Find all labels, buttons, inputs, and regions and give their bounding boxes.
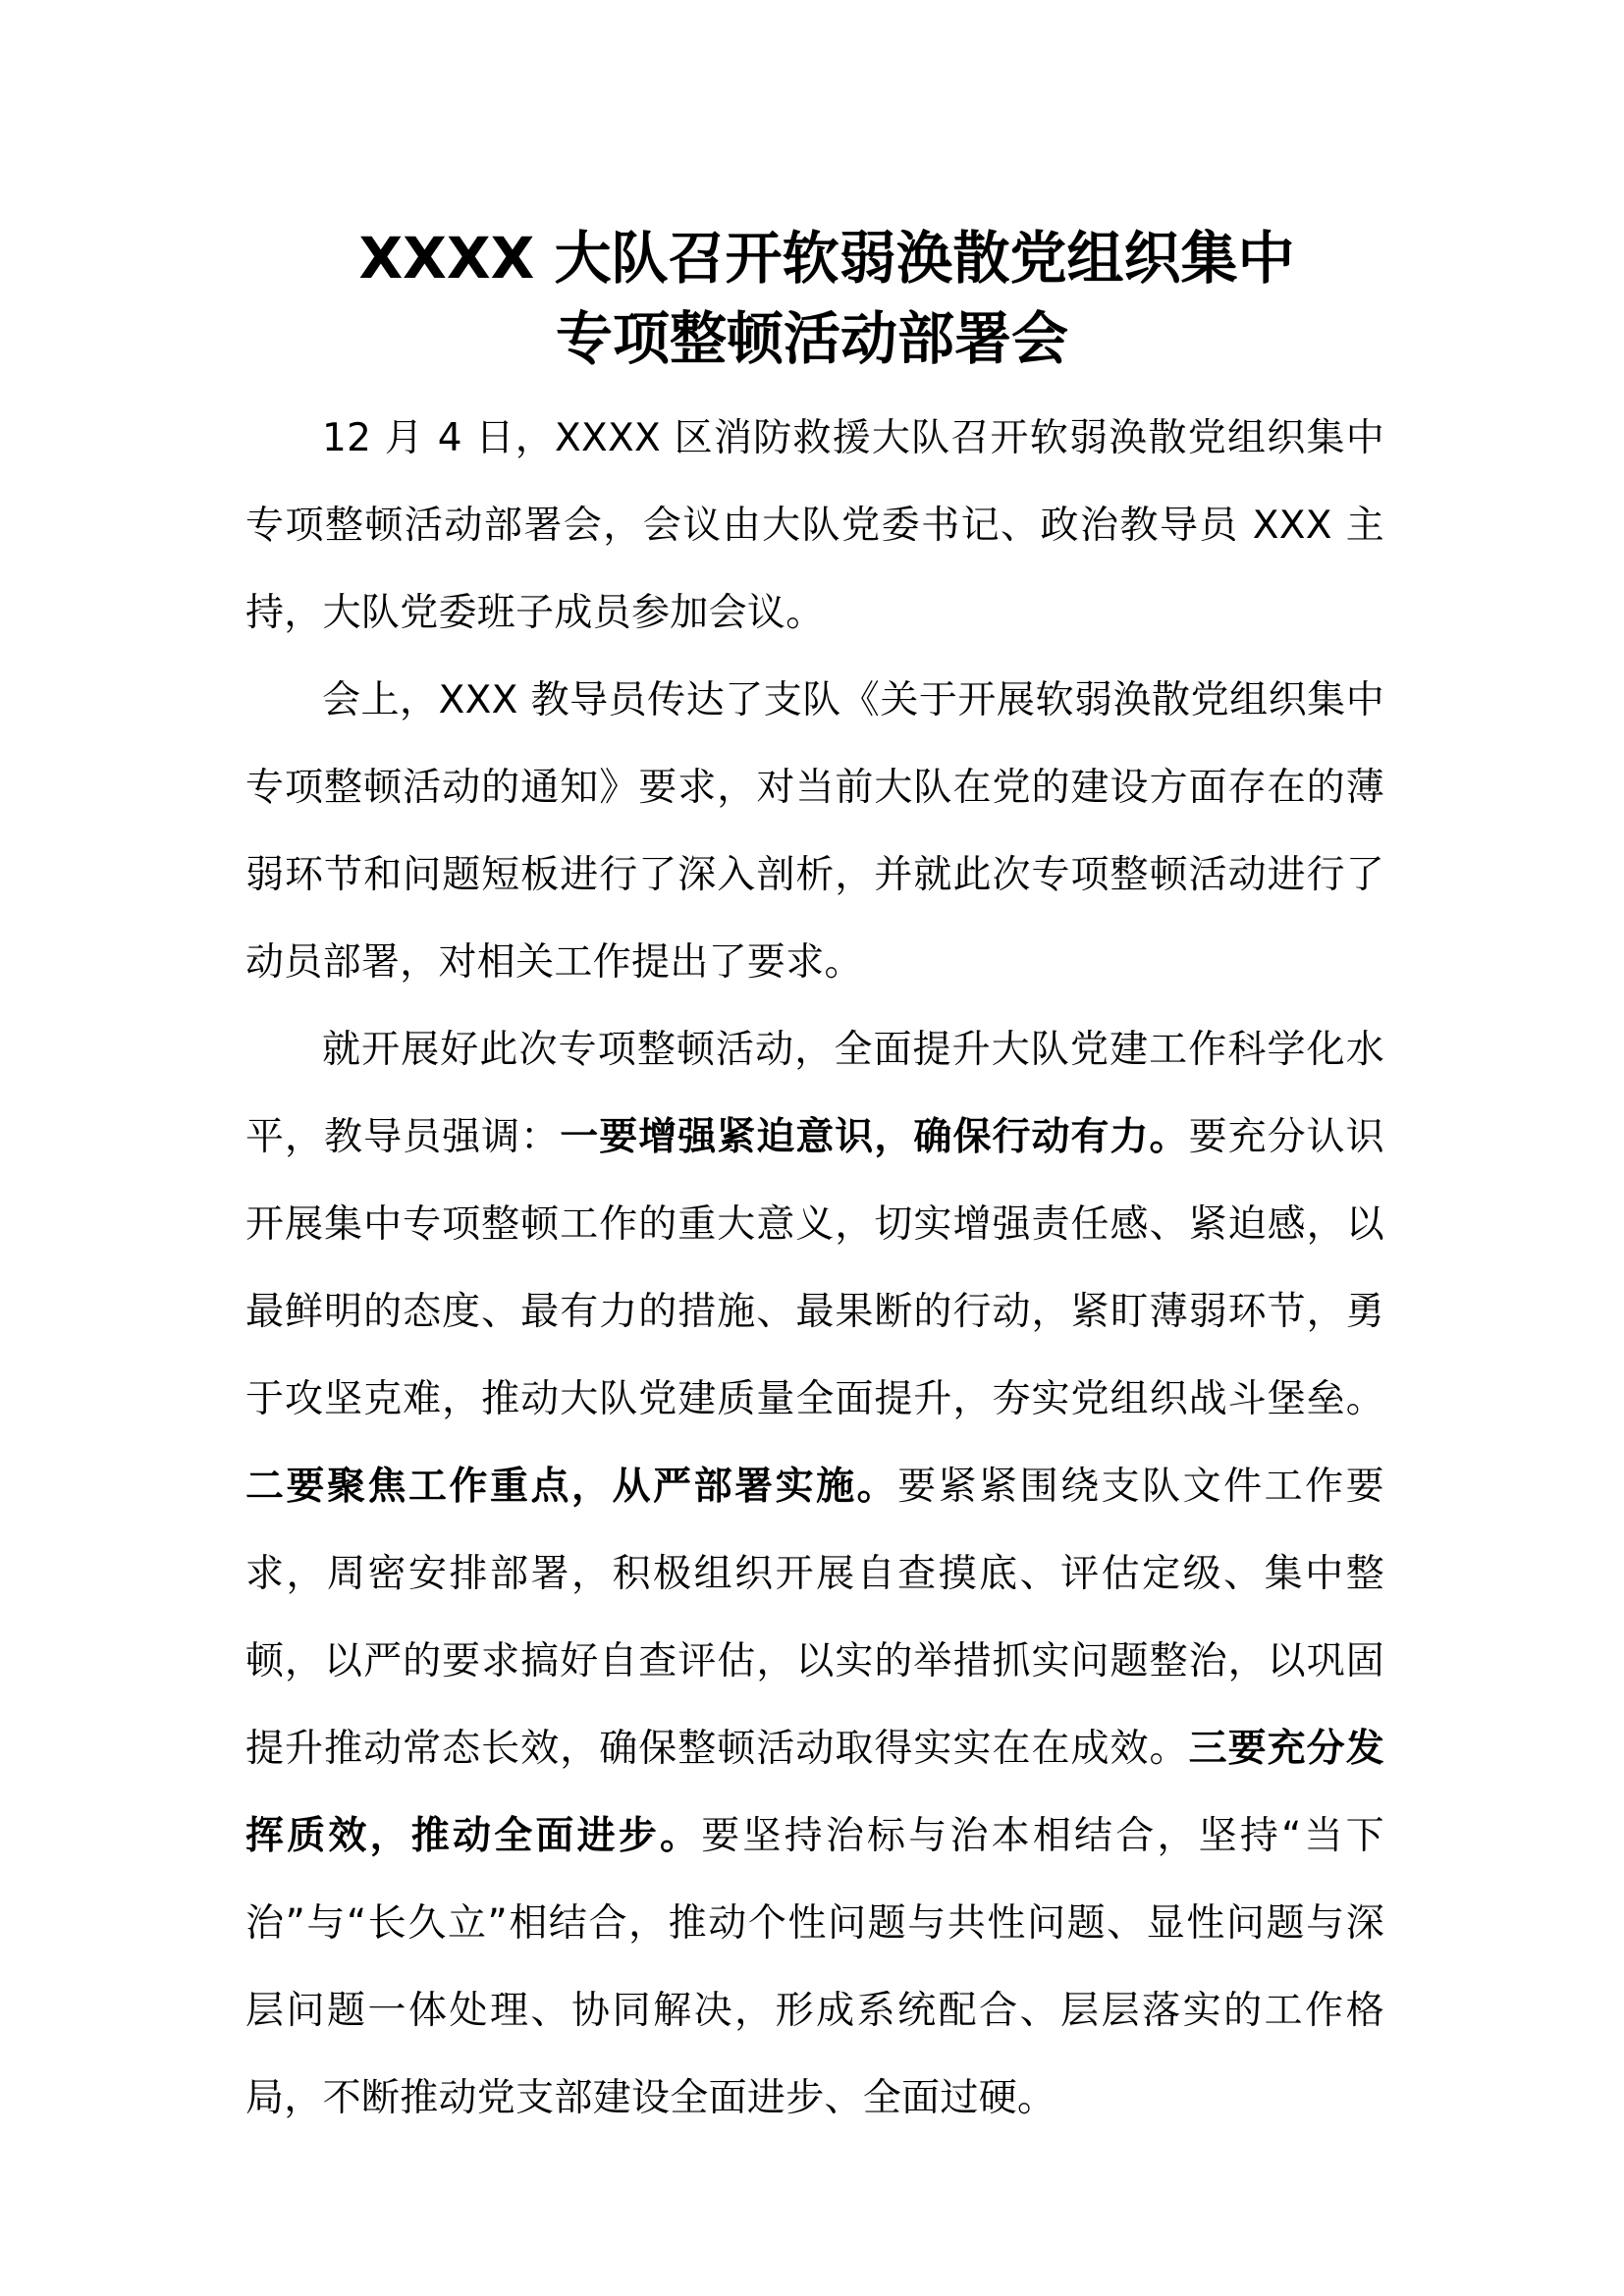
document-body	[245, 395, 1384, 2142]
paragraph-2: 会上，XXX 教导员传达了支队《关于开展软弱涣散党组织集中专项整顿活动的通知》要求，对当前大队在党的建设方面存在的薄弱环节和问题短板进行了深入剖析，并就此次专项整顿活动进行了动员部署，对相关工作提出了要求。	[245, 678, 1384, 985]
paragraph-3-intro: 就开展好此次专项整顿活动，全面提升大队党建工作科学化水平，教导员强调：	[245, 1028, 1384, 1159]
point-3-title: 三要充分发挥质效，推动全面进步。	[245, 1727, 1384, 1858]
point-3-text: 要坚持治标与治本相结合，坚持“当下治”与“长久立”相结合，推动个性问题与共性问题、显性问题与深层问题一体处理、协同解决，形成系统配合、层层落实的工作格局，不断推动党支部建设全面进步、全面过硬。	[245, 1814, 1384, 2120]
point-2-text: 要紧紧围绕支队文件工作要求，周密安排部署，积极组织开展自查摸底、评估定级、集中整顿，以严的要求搞好自查评估，以实的举措抓实问题整治，以巩固提升推动常态长效，确保整顿活动取得实实在在成效。	[245, 1465, 1384, 1771]
title-line-1: XXXX 大队召开软弱涣散党组织集中	[358, 225, 1295, 292]
point-2-title: 二要聚焦工作重点，从严部署实施。	[245, 1465, 898, 1509]
paragraph-3	[245, 1006, 1384, 2142]
title-line-2: 专项整顿活动部署会	[555, 305, 1068, 372]
document-title	[245, 218, 1379, 379]
point-1-text: 要充分认识开展集中专项整顿工作的重大意义，切实增强责任感、紧迫感，以最鲜明的态度、最有力的措施、最果断的行动，紧盯薄弱环节，勇于攻坚克难，推动大队党建质量全面提升，夯实党组织战斗堡垒。	[245, 1115, 1384, 1421]
point-1-title: 一要增强紧迫意识，确保行动有力。	[560, 1115, 1189, 1159]
paragraph-1: 12 月 4 日，XXXX 区消防救援大队召开软弱涣散党组织集中专项整顿活动部署会，会议由大队党委书记、政治教导员 XXX 主持，大队党委班子成员参加会议。	[245, 416, 1384, 635]
